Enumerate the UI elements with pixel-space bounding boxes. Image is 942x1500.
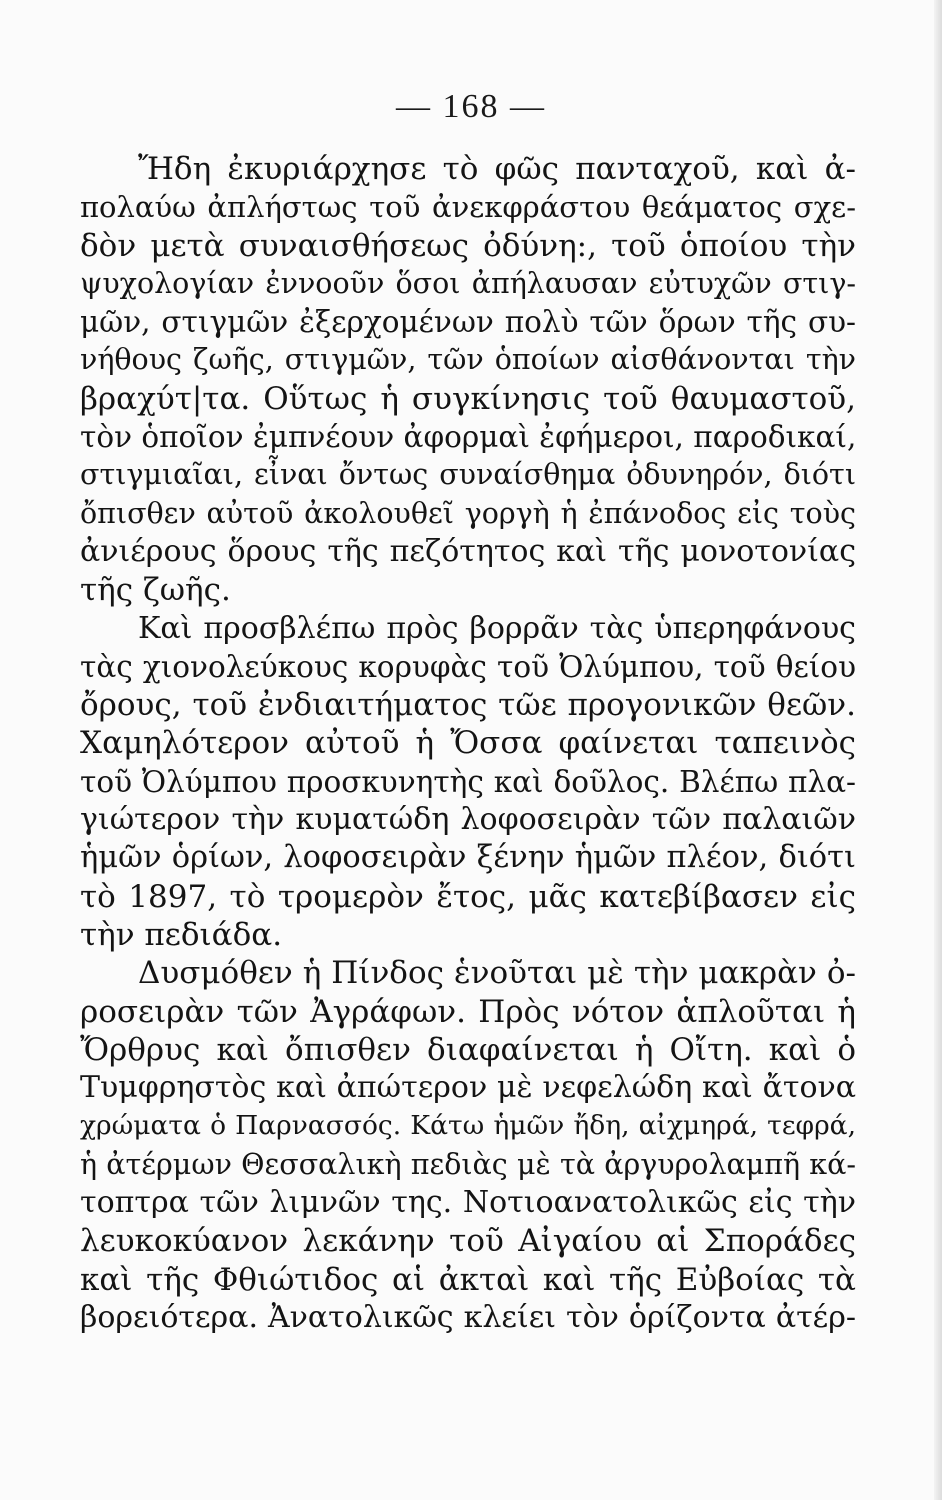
text-line: βορειότερα. Ἀνατολικῶς κλείει τὸν ὁρίζοντα ἀτέρ-	[80, 1299, 856, 1335]
page-number: — 168 —	[396, 88, 546, 125]
body-text	[80, 150, 856, 1337]
text-line: λευκοκύανον λεκάνην τοῦ Αἰγαίου αἱ Σποράδες	[80, 1223, 856, 1260]
text-line: ψυχολογίαν ἐννοοῦν ὅσοι ἀπήλαυσαν εὐτυχῶν στιγ-	[80, 266, 856, 300]
text-line: γιώτερον τὴν κυματώδη λοφοσειρὰν τῶν παλαιῶν	[80, 802, 856, 838]
text-line: χρώματα ὁ Παρνασσός. Κάτω ἡμῶν ἤδη, αἰχμηρά, τεφρά,	[80, 1110, 856, 1142]
text-line: στιγμιαῖαι, εἶναι ὄντως συναίσθημα ὀδυνηρόν, διότι	[80, 458, 856, 492]
text-line: τὴν πεδιάδα.	[80, 916, 283, 953]
text-line: μῶν, στιγμῶν ἐξερχομένων πολὺ τῶν ὅρων τῆς συ-	[80, 305, 856, 340]
text-line: τοῦ Ὀλύμπου προσκυνητὴς καὶ δοῦλος. Βλέπω πλα-	[80, 764, 856, 799]
text-line: νήθους ζωῆς, στιγμῶν, τῶν ὁποίων αἰσθάνονται τὴν	[80, 343, 856, 377]
text-line: τῆς ζωῆς.	[80, 572, 231, 609]
text-line: Ὄρθρυς καὶ ὄπισθεν διαφαίνεται ἡ Οἴτη. καὶ ὁ	[80, 1031, 856, 1068]
text-line: Καὶ προσβλέπω πρὸς βορρᾶν τὰς ὑπερηφάνους	[138, 610, 856, 646]
text-line: ὄπισθεν αὐτοῦ ἀκολουθεῖ γοργὴ ἡ ἐπάνοδος εἰς τοὺς	[80, 496, 856, 530]
text-line: ἀνιέρους ὅρους τῆς πεζότητος καὶ τῆς μονοτονίας	[80, 533, 856, 569]
page-edge	[934, 0, 942, 1500]
text-line: δὸν μετὰ συναισθήσεως ὀδύνη:, τοῦ ὁποίου τὴν	[80, 227, 856, 264]
text-line: Χαμηλότερον αὐτοῦ ἡ Ὄσσα φαίνεται ταπεινὸς	[80, 725, 856, 762]
text-line: ἡ ἀτέρμων Θεσσαλικὴ πεδιὰς μὲ τὰ ἀργυρολαμπῆ κά-	[80, 1147, 856, 1181]
text-line: τὸν ὁποῖον ἐμπνέουν ἀφορμαὶ ἐφήμεροι, παροδικαί,	[80, 420, 857, 455]
text-line: ὄρους, τοῦ ἐνδιαιτήματος τῶε προγονικῶν θεῶν.	[80, 687, 856, 724]
text-line: Δυσμόθεν ἡ Πίνδος ἑνοῦται μὲ τὴν μακρὰν ὀ-	[138, 955, 856, 992]
text-line: τοπτρα τῶν λιμνῶν της. Νοτιοανατολικῶς εἰς τὴν	[80, 1185, 856, 1221]
text-line: τὰς χιονολεύκους κορυφὰς τοῦ Ὀλύμπου, τοῦ θείου	[80, 649, 856, 684]
text-line: βραχύτ|τα. Οὕτως ἡ συγκίνησις τοῦ θαυμαστοῦ,	[80, 380, 856, 417]
text-line: ἡμῶν ὁρίων, λοφοσειρὰν ξένην ἡμῶν πλέον, διότι	[80, 840, 856, 876]
text-line: Ἤδη ἐκυριάρχησε τὸ φῶς πανταχοῦ, καὶ ἀ-	[138, 151, 856, 187]
text-line: καὶ τῆς Φθιώτιδος αἱ ἀκταὶ καὶ τῆς Εὐβοίας τὰ	[80, 1261, 856, 1298]
text-line: ροσειρὰν τῶν Ἀγράφων. Πρὸς νότον ἁπλοῦται ἡ	[80, 993, 856, 1030]
text-line: Τυμφρηστὸς καὶ ἀπώτερον μὲ νεφελώδη καὶ ἄτονα	[80, 1070, 856, 1106]
text-line: πολαύω ἀπλήστως τοῦ ἀνεκφράστου θεάματος σχε-	[80, 190, 856, 225]
text-line: τὸ 1897, τὸ τρομερὸν ἔτος, μᾶς κατεβίβασεν εἰς	[80, 878, 856, 915]
